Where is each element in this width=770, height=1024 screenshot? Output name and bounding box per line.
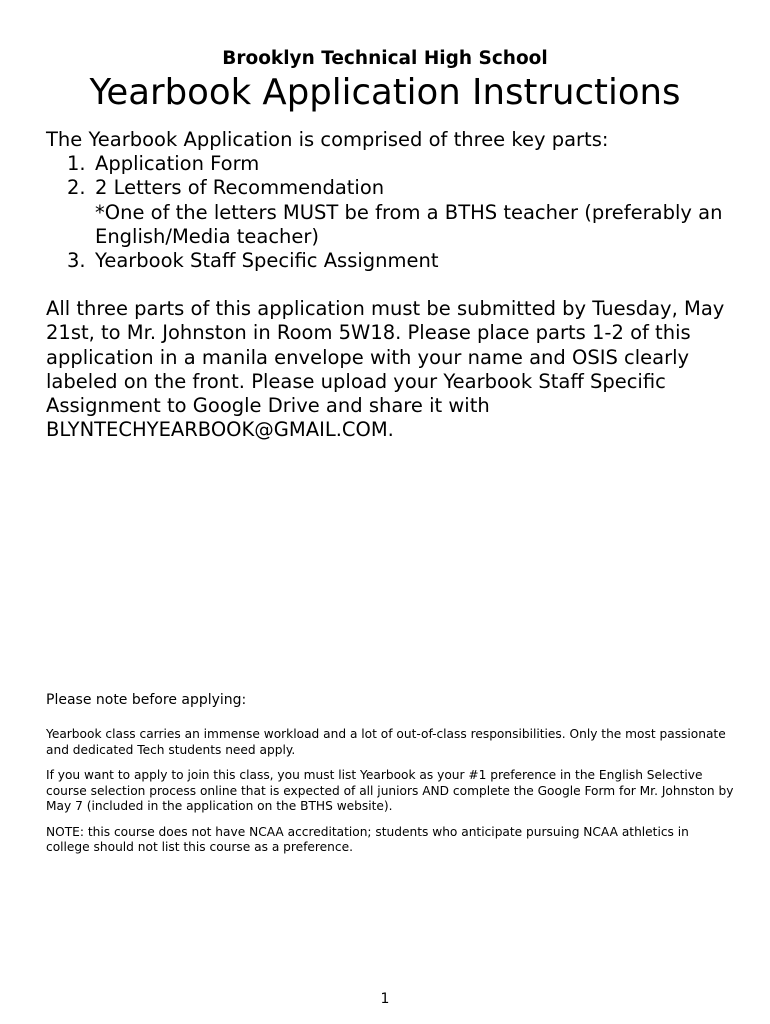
intro-text: The Yearbook Application is comprised of three key parts: (46, 128, 609, 151)
instructions-body (46, 128, 736, 442)
list-number: 1. (67, 152, 86, 176)
page-title: Yearbook Application Instructions (89, 72, 681, 113)
list-item-text: Application Form (95, 152, 260, 176)
application-parts-list (46, 152, 736, 273)
list-number: 2. (67, 176, 86, 200)
list-item (46, 176, 736, 249)
list-number: 3. (67, 249, 86, 273)
workload-note: Yearbook class carries an immense workload and a lot of out-of-class responsibilities. Only the most passionate and dedicated Tech students need apply. (46, 727, 726, 757)
school-name: Brooklyn Technical High School (222, 48, 548, 69)
list-item-text: Yearbook Staff Specific Assignment (95, 249, 439, 273)
page-number: 1 (380, 991, 390, 1007)
notes-section (46, 690, 736, 866)
apply-note: If you want to apply to join this class, you must list Yearbook as your #1 preference in the English Selective course selection process online that is expected of all juniors AND complete the Google Form for Mr. Johnston by May 7 (included in the application on the BTHS website). (46, 768, 734, 813)
list-item-note: *One of the letters MUST be from a BTHS teacher (preferably an English/Media teacher) (95, 200, 723, 248)
ncaa-note: NOTE: this course does not have NCAA accreditation; students who anticipate pursuing NCAA athletics in college should not list this course as a preference. (46, 824, 689, 854)
list-item (46, 249, 736, 273)
notes-heading: Please note before applying: (46, 692, 247, 708)
list-item-text: 2 Letters of Recommendation (95, 176, 385, 200)
submission-paragraph: All three parts of this application must be submitted by Tuesday, May 21st, to Mr. Johnston in Room 5W18. Please place parts 1-2 of this application in a manila envelope with your name and OSIS clearly labeled on the front. Please upload your Yearbook Staff Specific Assignment to Google Drive and share it with BLYNTECHYEARBOOK@GMAIL.COM. (46, 297, 725, 442)
list-item (46, 152, 736, 176)
